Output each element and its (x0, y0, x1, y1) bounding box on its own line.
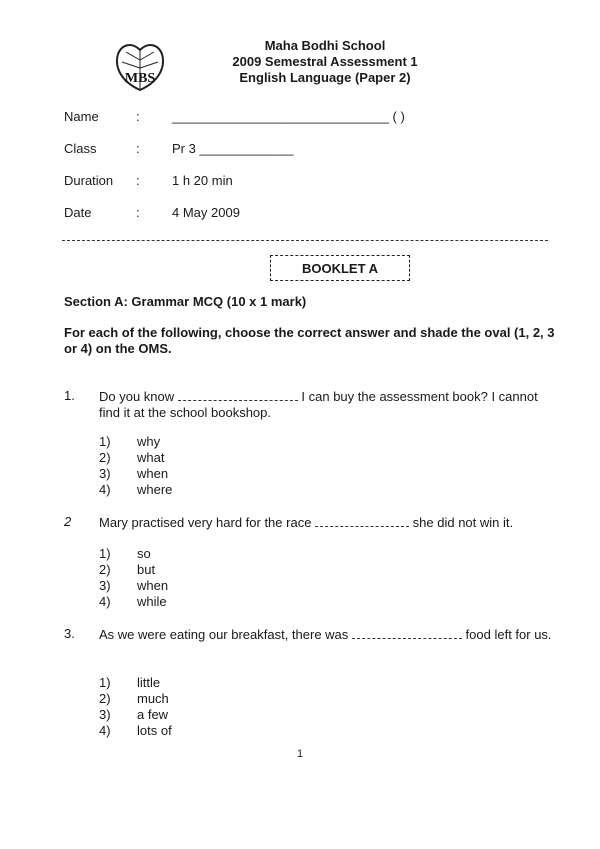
page-number: 1 (296, 748, 304, 760)
duration-value: 1 h 20 min (172, 173, 233, 188)
school-logo (112, 38, 168, 94)
question-number: 3. (64, 626, 75, 641)
option-text: lots of (137, 723, 172, 738)
answer-blank (315, 514, 409, 527)
option-number: 4) (99, 482, 111, 497)
question-text-after: I can buy the assessment book? I cannot find it at the school bookshop. (99, 389, 538, 420)
colon: : (136, 205, 140, 220)
date-label: Date (64, 205, 92, 220)
answer-blank (178, 388, 298, 401)
option-number: 1) (99, 546, 111, 561)
option-number: 4) (99, 594, 111, 609)
logo-text: MBS (124, 71, 156, 86)
question-text-before: As we were eating our breakfast, there was (99, 627, 349, 642)
question-text (99, 514, 559, 531)
duration-row (64, 173, 544, 191)
option-text: a few (137, 707, 169, 722)
option-number: 3) (99, 707, 111, 722)
option-number: 2) (99, 450, 111, 465)
option-text: so (137, 546, 151, 561)
question-text (99, 388, 559, 421)
option-number: 2) (99, 562, 111, 577)
instructions: For each of the following, choose the correct answer and shade the oval (1, 2, 3 or 4) on the OMS. (64, 325, 555, 356)
question-text-after: food left for us. (465, 627, 552, 642)
colon: : (136, 173, 140, 188)
duration-label: Duration (64, 173, 114, 188)
question-text-before: Do you know (99, 389, 175, 404)
option-number: 3) (99, 466, 111, 481)
colon: : (136, 141, 140, 156)
option-number: 3) (99, 578, 111, 593)
name-row (64, 109, 544, 127)
class-label: Class (64, 141, 97, 156)
class-row (64, 141, 544, 159)
date-value: 4 May 2009 (172, 205, 240, 220)
question-text-before: Mary practised very hard for the race (99, 515, 312, 530)
subject-title: English Language (Paper 2) (239, 70, 411, 85)
date-row (64, 205, 544, 223)
name-field[interactable]: ______________________________ ( ) (172, 109, 405, 124)
option-text: little (137, 675, 161, 690)
option-text: much (137, 691, 169, 706)
booklet-label: BOOKLET A (270, 255, 410, 281)
option-text: when (137, 578, 169, 593)
class-field[interactable]: Pr 3 _____________ (172, 141, 294, 156)
colon: : (136, 109, 140, 124)
assessment-title: 2009 Semestral Assessment 1 (232, 54, 418, 69)
answer-blank (352, 626, 462, 639)
option-number: 2) (99, 691, 111, 706)
question-number: 1. (64, 388, 75, 403)
section-title: Section A: Grammar MCQ (10 x 1 mark) (64, 294, 307, 309)
document-header (180, 38, 470, 86)
option-text: when (137, 466, 169, 481)
option-number: 1) (99, 434, 111, 449)
name-label: Name (64, 109, 99, 124)
question-text-after: she did not win it. (412, 515, 514, 530)
option-text: what (137, 450, 165, 465)
school-name: Maha Bodhi School (264, 38, 386, 53)
option-text: while (137, 594, 167, 609)
question-text (99, 626, 559, 643)
option-number: 4) (99, 723, 111, 738)
divider (62, 240, 548, 241)
option-text: but (137, 562, 156, 577)
option-text: why (137, 434, 161, 449)
question-number: 2 (64, 514, 72, 529)
option-number: 1) (99, 675, 111, 690)
option-text: where (137, 482, 173, 497)
